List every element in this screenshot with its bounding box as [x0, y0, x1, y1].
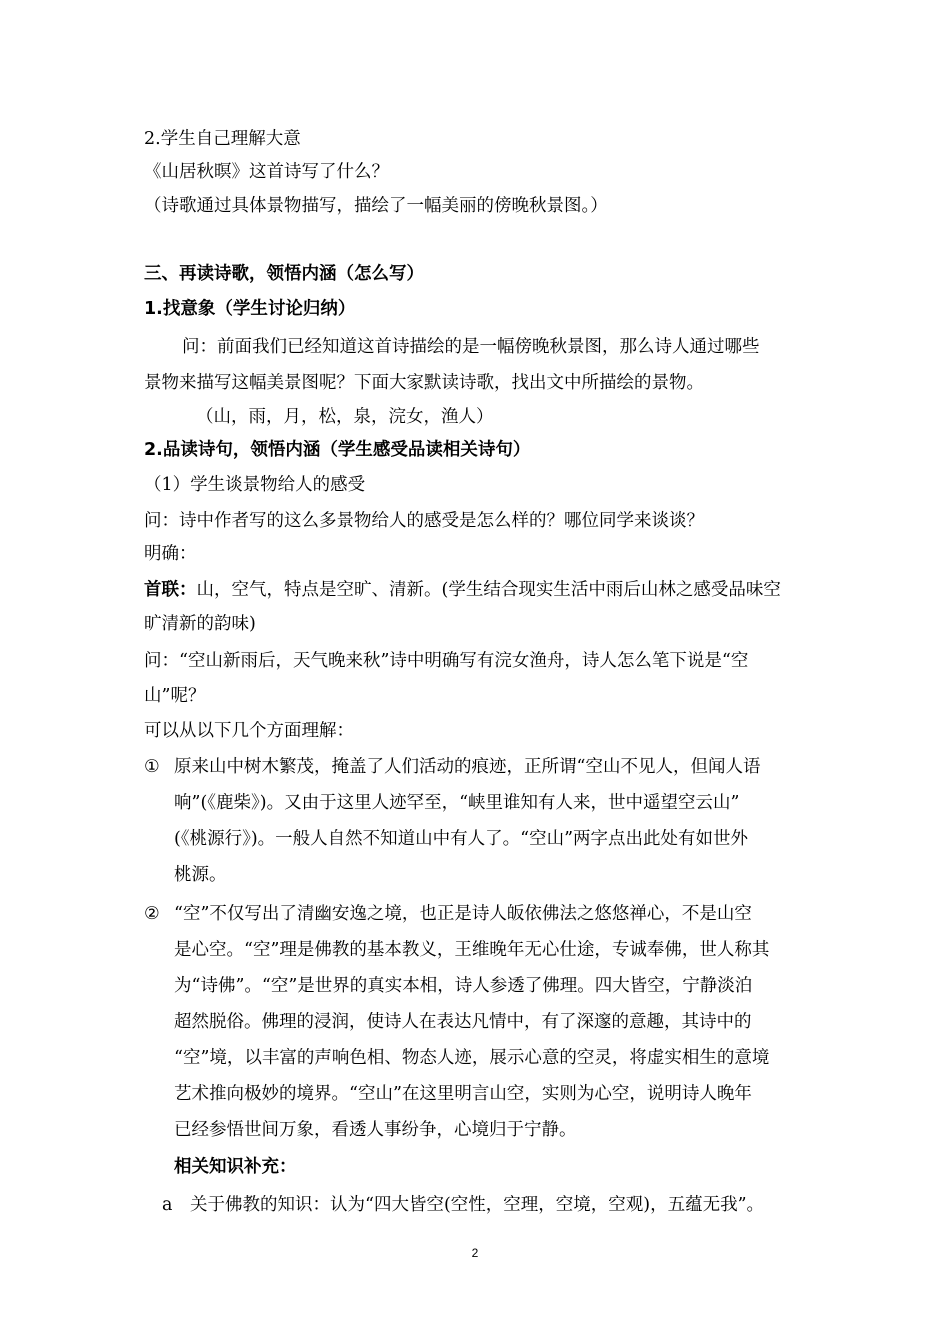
text-line: 关于佛教的知识：认为“四大皆空(空性，空理，空境，空观)，五蕴无我”。 [190, 1195, 765, 1215]
text-line: 问：前面我们已经知道这首诗描绘的是一幅傍晚秋景图，那么诗人通过哪些 [182, 337, 760, 357]
text-line: 桃源。 [174, 865, 227, 885]
page-number: 2 [471, 1246, 479, 1260]
subsection-heading: 相关知识补充： [174, 1157, 297, 1177]
text-line: （诗歌通过具体景物描写，描绘了一幅美丽的傍晚秋景图。） [144, 196, 608, 216]
subsection-heading: 2.品读诗句，领悟内涵（学生感受品读相关诗句） [144, 440, 531, 460]
text-line: 是心空。“空”理是佛教的基本教义，王维晚年无心仕途，专诚奉佛，世人称其 [174, 940, 770, 960]
text-line: “空”境，以丰富的声响色相、物态人迹，展示心意的空灵，将虚实相生的意境 [174, 1048, 770, 1068]
text-line: 问：“空山新雨后，天气晚来秋”诗中明确写有浣女渔舟，诗人怎么笔下说是“空 [144, 651, 749, 671]
list-marker: ② [144, 904, 160, 924]
text-line: 可以从以下几个方面理解： [144, 721, 354, 741]
text-line: 旷清新的韵味) [144, 614, 256, 634]
text-line: 为“诗佛”。“空”是世界的真实本相，诗人参透了佛理。四大皆空，宁静淡泊 [174, 976, 753, 996]
subsection-heading: 1.找意象（学生讨论归纳） [144, 299, 356, 319]
list-marker: a [162, 1195, 173, 1215]
text-line: 原来山中树木繁茂，掩盖了人们活动的痕迹，正所谓“空山不见人，但闻人语 [174, 757, 761, 777]
text-line: (《桃源行》)。一般人自然不知道山中有人了。“空山”两字点出此处有如世外 [174, 829, 749, 849]
list-marker: ① [144, 757, 160, 777]
text-line: 明确： [144, 544, 197, 564]
text-line: 《山居秋暝》这首诗写了什么？ [144, 162, 389, 182]
text-line: 响”(《鹿柴》)。又由于这里人迹罕至，“峡里谁知有人来，世中遥望空云山” [174, 793, 740, 813]
text-span: 山，空气，特点是空旷、清新。(学生结合现实生活中雨后山林之感受品味空 [196, 580, 781, 600]
text-line: （山，雨，月，松，泉，浣女，渔人） [196, 407, 494, 427]
text-line [144, 578, 781, 602]
text-line: 景物来描写这幅美景图呢？下面大家默读诗歌，找出文中所描绘的景物。 [144, 373, 704, 393]
text-line: （1）学生谈景物给人的感受 [144, 475, 366, 495]
text-line: 艺术推向极妙的境界。“空山”在这里明言山空，实则为心空，说明诗人晚年 [174, 1084, 752, 1104]
label-bold: 首联： [144, 580, 197, 600]
text-line: 山”呢？ [144, 686, 206, 706]
text-line: “空”不仅写出了清幽安逸之境，也正是诗人皈依佛法之悠悠禅心，不是山空 [174, 904, 752, 924]
section-heading: 三、再读诗歌，领悟内涵（怎么写） [144, 264, 424, 284]
text-line: 问：诗中作者写的这么多景物给人的感受是怎么样的？哪位同学来谈谈？ [144, 511, 704, 531]
text-line: 2.学生自己理解大意 [144, 129, 301, 149]
text-line: 超然脱俗。佛理的浸润，使诗人在表达凡情中，有了深邃的意趣，其诗中的 [174, 1012, 752, 1032]
text-line: 已经参悟世间万象，看透人事纷争，心境归于宁静。 [174, 1120, 577, 1140]
